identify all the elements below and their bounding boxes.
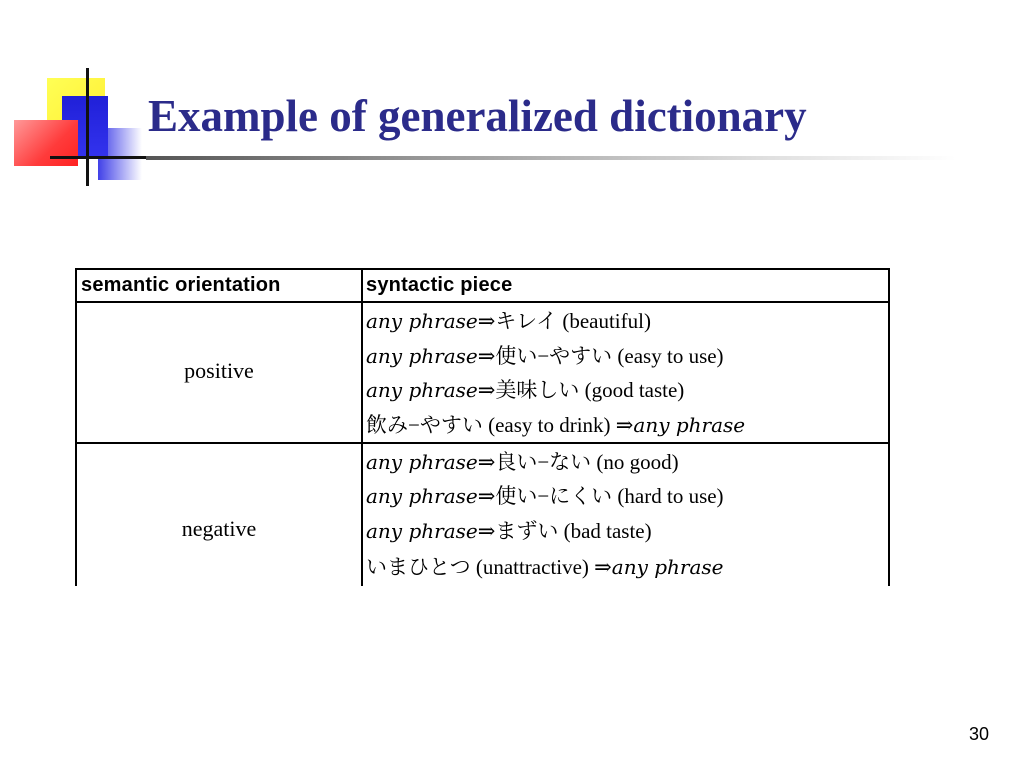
entry-row bbox=[366, 479, 724, 513]
entry-phrase: any phrase bbox=[366, 450, 478, 474]
page-number: 30 bbox=[969, 724, 990, 744]
entry-phrase: any phrase bbox=[611, 555, 724, 579]
entry-row bbox=[366, 514, 652, 548]
entry-text: ⇒まずい (bad taste) bbox=[477, 519, 652, 543]
entry-phrase: any phrase bbox=[366, 484, 478, 508]
entry-phrase: any phrase bbox=[366, 519, 478, 543]
entry-phrase: any phrase bbox=[366, 309, 478, 333]
entry-row bbox=[366, 373, 684, 407]
orientation-positive: positive bbox=[184, 358, 254, 383]
dictionary-table bbox=[75, 268, 890, 586]
logo-vertical-line bbox=[86, 68, 89, 186]
logo-red-square bbox=[14, 120, 78, 166]
entry-row bbox=[366, 445, 679, 479]
table-left-border bbox=[75, 268, 77, 586]
entry-text: いまひとつ (unattractive) ⇒ bbox=[366, 555, 612, 579]
header-semantic-orientation: semantic orientation bbox=[81, 274, 281, 296]
entry-text: ⇒キレイ (beautiful) bbox=[477, 309, 651, 333]
entry-text: ⇒使い−やすい (easy to use) bbox=[477, 344, 724, 368]
entry-phrase: any phrase bbox=[633, 413, 746, 437]
entry-row bbox=[366, 339, 724, 373]
entry-phrase: any phrase bbox=[366, 344, 478, 368]
header-syntactic-piece: syntactic piece bbox=[366, 274, 513, 296]
entry-row bbox=[366, 550, 724, 584]
entry-text: ⇒良い−ない (no good) bbox=[477, 450, 679, 474]
entry-text: 飲み−やすい (easy to drink) ⇒ bbox=[366, 413, 634, 437]
title-underline bbox=[146, 156, 956, 160]
entry-phrase: any phrase bbox=[366, 378, 478, 402]
table-right-border bbox=[888, 268, 890, 586]
entry-row bbox=[366, 304, 651, 338]
table-column-divider bbox=[361, 268, 363, 586]
table-group-divider bbox=[75, 442, 890, 444]
slide-title: Example of generalized dictionary bbox=[148, 91, 807, 141]
logo-horizontal-line bbox=[50, 156, 158, 159]
entry-row bbox=[366, 408, 745, 442]
entry-text: ⇒美味しい (good taste) bbox=[477, 378, 685, 402]
orientation-negative: negative bbox=[181, 516, 257, 541]
entry-text: ⇒使い−にくい (hard to use) bbox=[477, 484, 724, 508]
